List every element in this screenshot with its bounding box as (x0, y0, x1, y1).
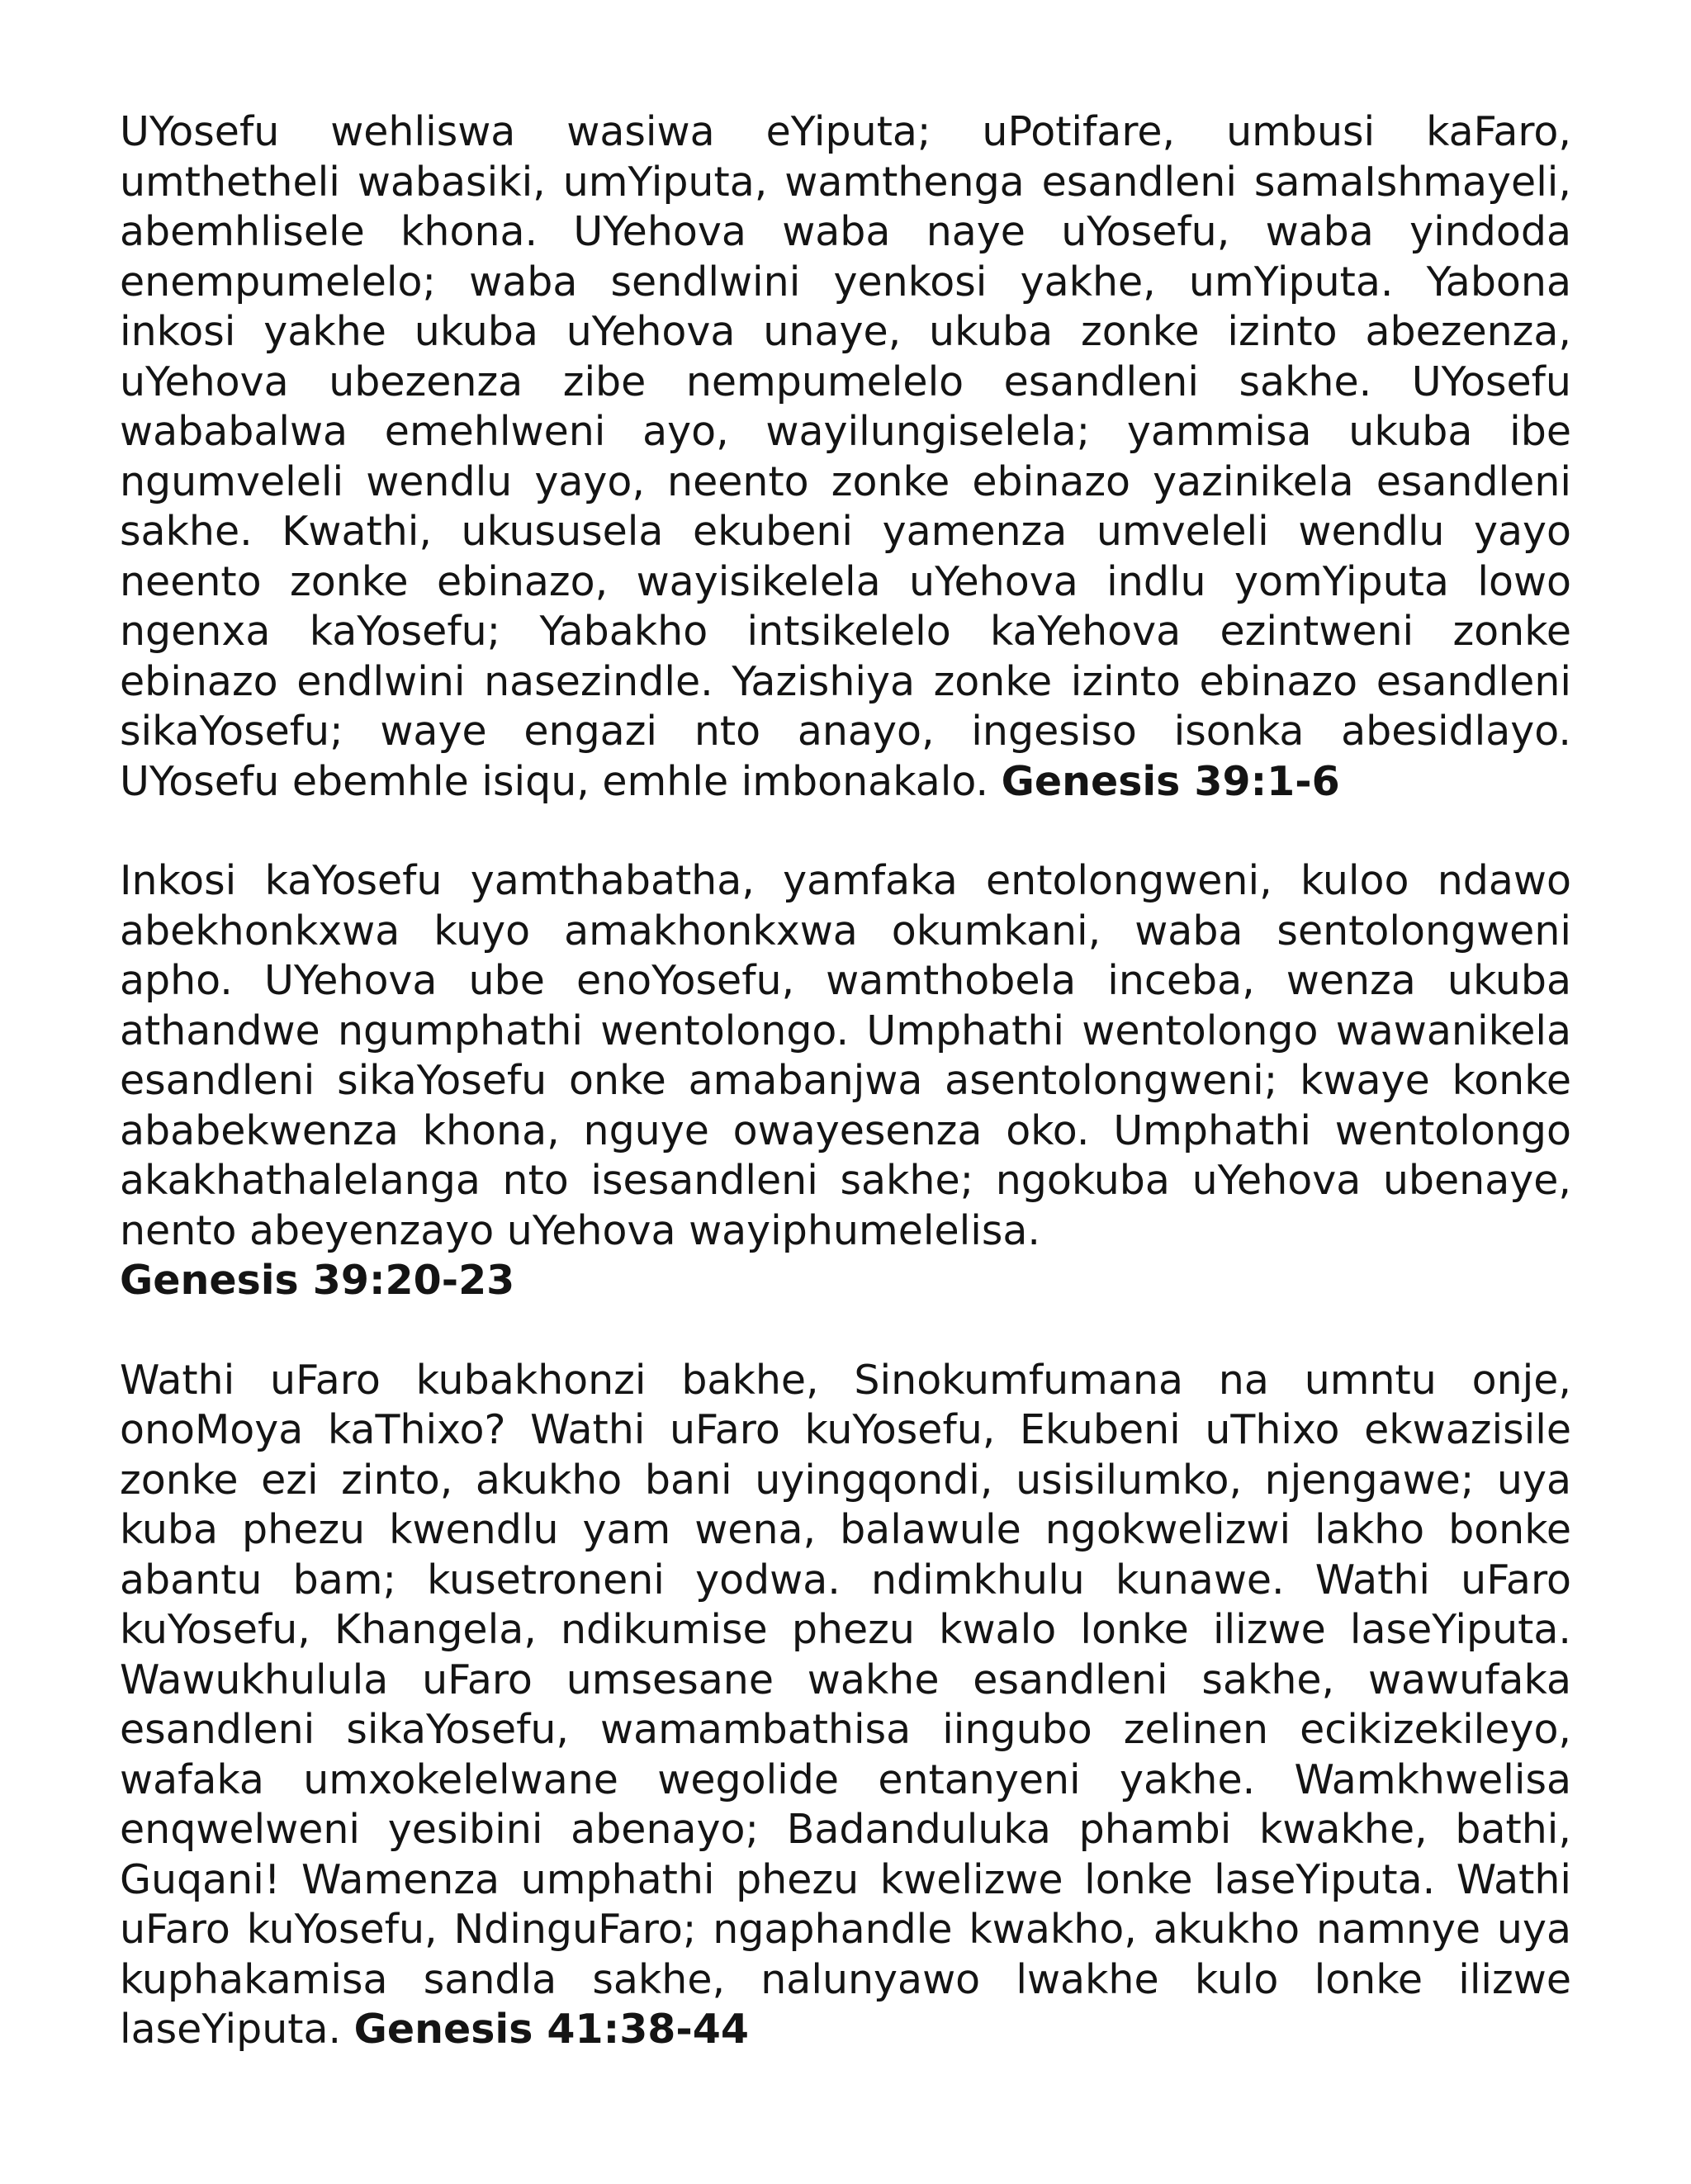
scripture-reference: Genesis 39:1-6 (1001, 757, 1340, 805)
scripture-reference: Genesis 39:20-23 (120, 1257, 515, 1304)
scripture-reference: Genesis 41:38-44 (353, 2006, 749, 2053)
passage-genesis-41-38-44 (120, 1356, 1571, 2055)
passage-text: UYosefu wehliswa wasiwa eYiputa; uPotifare, umbusi kaFaro, umthetheli wabasiki, umYiputa, wamthenga esandleni samaIshmayeli, abemhlisele khona. UYehova waba naye uYosefu, waba yindoda enempumelelo; waba sendlwini yenkosi yakhe, umYiputa. Yabona inkosi yakhe ukuba uYehova unaye, ukuba zonke izinto abezenza, uYehova ubezenza zibe nempumelelo esandleni sakhe. UYosefu wababalwa emehlweni ayo, wayilungiselela; yammisa ukuba ibe ngumveleli wendlu yayo, neento zonke ebinazo yazinikela esandleni sakhe. Kwathi, ukususela ekubeni yamenza umveleli wendlu yayo neento zonke ebinazo, wayisikelela uYehova indlu yomYiputa lowo ngenxa kaYosefu; Yabakho intsikelelo kaYehova ezintweni zonke ebinazo endlwini nasezindle. Yazishiya zonke izinto ebinazo esandleni sikaYosefu; waye engazi nto anayo, ingesiso isonka abesidlayo. UYosefu ebemhle isiqu, emhle imbonakalo. (120, 108, 1571, 805)
passage-genesis-39-20-23 (120, 856, 1571, 1306)
document-page (120, 107, 1571, 2055)
passage-genesis-39-1-6 (120, 107, 1571, 807)
passage-text: Wathi uFaro kubakhonzi bakhe, Sinokumfumana na umntu onje, onoMoya kaThixo? Wathi uFaro kuYosefu, Ekubeni uThixo ekwazisile zonke ezi zinto, akukho bani uyingqondi, usisilumko, njengawe; uya kuba phezu kwendlu yam wena, balawule ngokwelizwi lakho bonke abantu bam; kusetroneni yodwa. ndimkhulu kunawe. Wathi uFaro kuYosefu, Khangela, ndikumise phezu kwalo lonke ilizwe laseYiputa. Wawukhulula uFaro umsesane wakhe esandleni sakhe, wawufaka esandleni sikaYosefu, wamambathisa iingubo zelinen ecikizekileyo, wafaka umxokelelwane wegolide entanyeni yakhe. Wamkhwelisa enqwelweni yesibini abenayo; Badanduluka phambi kwakhe, bathi, Guqani! Wamenza umphathi phezu kwelizwe lonke laseYiputa. Wathi uFaro kuYosefu, NdinguFaro; ngaphandle kwakho, akukho namnye uya kuphakamisa sandla sakhe, nalunyawo lwakhe kulo lonke ilizwe laseYiputa. (120, 1356, 1571, 2053)
passage-text: Inkosi kaYosefu yamthabatha, yamfaka entolongweni, kuloo ndawo abekhonkxwa kuyo amakhonkxwa okumkani, waba sentolongweni apho. UYehova ube enoYosefu, wamthobela inceba, wenza ukuba athandwe ngumphathi wentolongo. Umphathi wentolongo wawanikela esandleni sikaYosefu onke amabanjwa asentolongweni; kwaye konke ababekwenza khona, nguye owayesenza oko. Umphathi wentolongo akakhathalelanga nto isesandleni sakhe; ngokuba uYehova ubenaye, nento abeyenzayo uYehova wayiphumelelisa. (120, 857, 1571, 1254)
